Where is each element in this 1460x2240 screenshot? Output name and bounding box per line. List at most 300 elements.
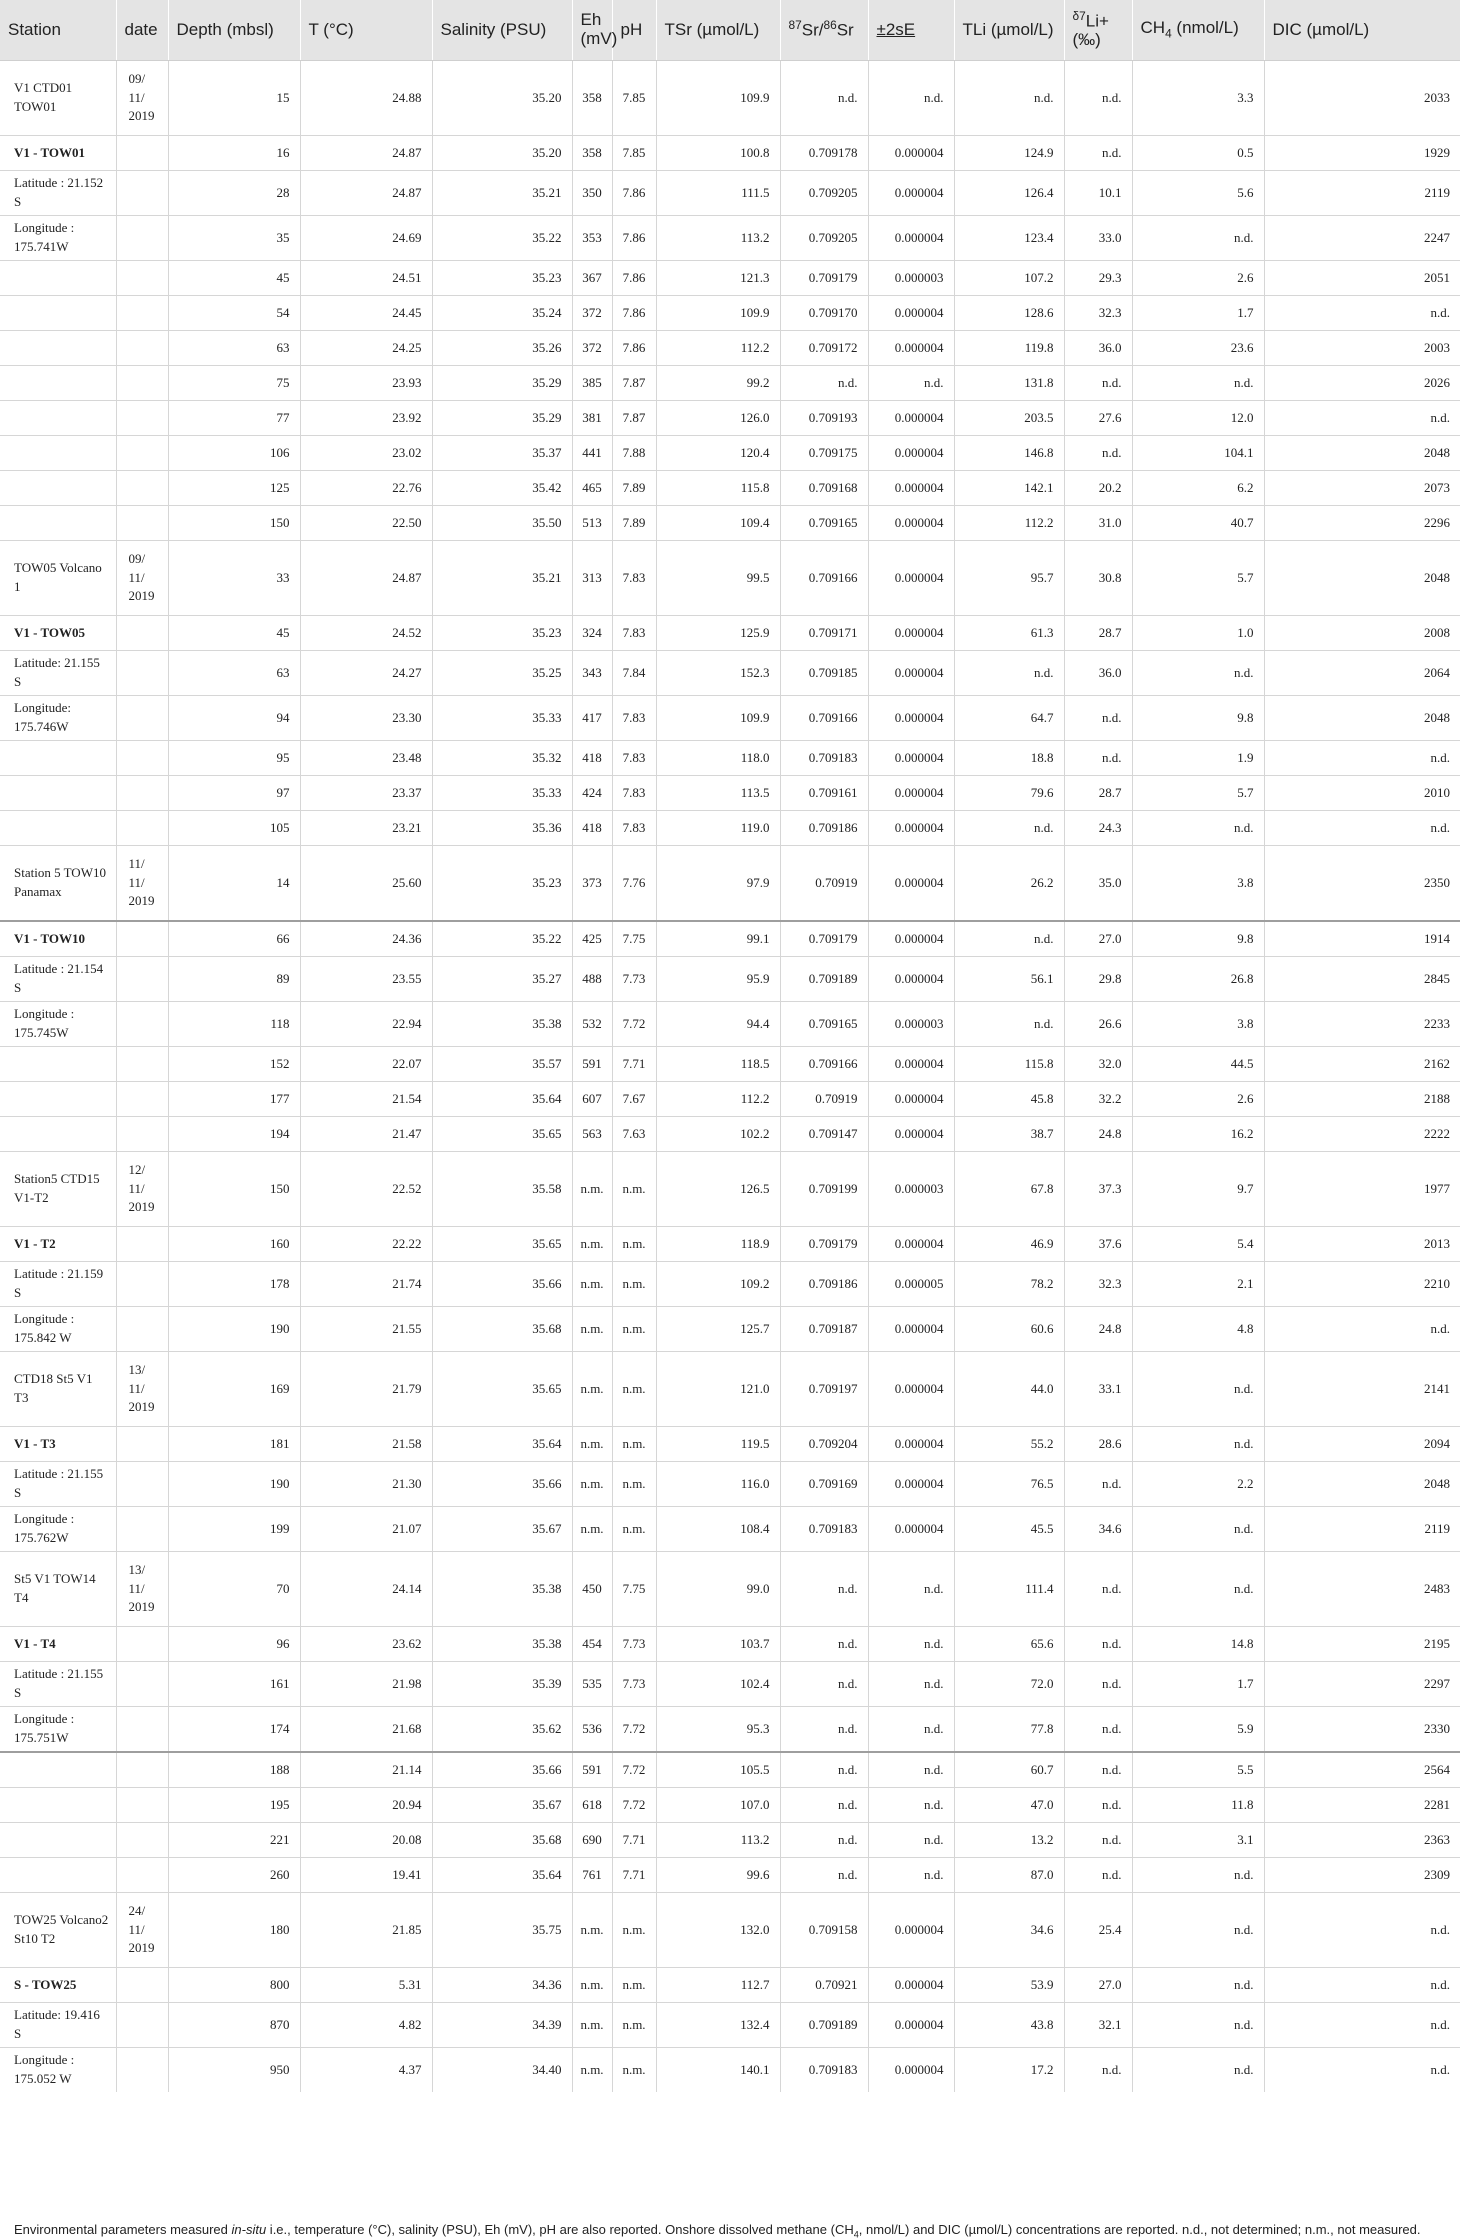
cell-eh: n.m. (572, 2048, 612, 2093)
cell-eh: 418 (572, 741, 612, 776)
cell-depth: 35 (168, 216, 300, 261)
cell-dic: 2233 (1264, 1002, 1460, 1047)
col-header-tli: TLi (µmol/L) (954, 0, 1064, 61)
cell-ph: 7.83 (612, 741, 656, 776)
cell-station (0, 471, 116, 506)
cell-sr-ratio: 0.70919 (780, 1082, 868, 1117)
cell-salinity: 35.58 (432, 1152, 572, 1227)
table-row (0, 957, 1460, 1002)
cell-salinity: 35.65 (432, 1227, 572, 1262)
cell-tli: 60.7 (954, 1752, 1064, 1788)
cell-station (0, 506, 116, 541)
cell-station: V1 - TOW01 (0, 136, 116, 171)
cell-tsr: 100.8 (656, 136, 780, 171)
cell-temperature: 21.98 (300, 1662, 432, 1707)
cell-sr-ratio: 0.709161 (780, 776, 868, 811)
cell-tli: 79.6 (954, 776, 1064, 811)
table-row (0, 846, 1460, 922)
sr-ratio-sup-86: 86 (823, 18, 837, 33)
cell-d7li: 24.3 (1064, 811, 1132, 846)
cell-depth: 28 (168, 171, 300, 216)
cell-ch4: 104.1 (1132, 436, 1264, 471)
cell-dic: 2222 (1264, 1117, 1460, 1152)
cell-depth: 178 (168, 1262, 300, 1307)
cell-station (0, 1047, 116, 1082)
cell-date: 13/ 11/ 2019 (116, 1352, 168, 1427)
cell-station: Longitude : 175.745W (0, 1002, 116, 1047)
cell-eh: n.m. (572, 1968, 612, 2003)
cell-temperature: 24.88 (300, 61, 432, 136)
table-row (0, 331, 1460, 366)
cell-dic: 1977 (1264, 1152, 1460, 1227)
cell-tli: 53.9 (954, 1968, 1064, 2003)
cell-ch4: 9.8 (1132, 696, 1264, 741)
col-header-ch4 (1132, 0, 1264, 61)
cell-d7li: 10.1 (1064, 171, 1132, 216)
cell-tli: 76.5 (954, 1462, 1064, 1507)
cell-dic: 2064 (1264, 651, 1460, 696)
cell-tsr: 119.0 (656, 811, 780, 846)
cell-date (116, 331, 168, 366)
cell-date: 13/ 11/ 2019 (116, 1552, 168, 1627)
cell-ph: 7.63 (612, 1117, 656, 1152)
cell-tsr: 107.0 (656, 1788, 780, 1823)
cell-eh: 350 (572, 171, 612, 216)
cell-temperature: 24.87 (300, 171, 432, 216)
cell-two-se: 0.000004 (868, 1307, 954, 1352)
cell-tli: 128.6 (954, 296, 1064, 331)
cell-ch4: n.d. (1132, 1427, 1264, 1462)
cell-depth: 63 (168, 651, 300, 696)
cell-depth: 152 (168, 1047, 300, 1082)
cell-eh: n.m. (572, 1462, 612, 1507)
cell-ch4: 26.8 (1132, 957, 1264, 1002)
cell-dic: n.d. (1264, 296, 1460, 331)
cell-two-se: 0.000004 (868, 2048, 954, 2093)
table-row (0, 1082, 1460, 1117)
col-header-depth: Depth (mbsl) (168, 0, 300, 61)
cell-two-se: n.d. (868, 1662, 954, 1707)
cell-depth: 66 (168, 921, 300, 957)
cell-salinity: 35.64 (432, 1082, 572, 1117)
cell-dic: 2296 (1264, 506, 1460, 541)
cell-eh: 465 (572, 471, 612, 506)
cell-temperature: 24.69 (300, 216, 432, 261)
cell-station: Station5 CTD15 V1-T2 (0, 1152, 116, 1227)
cell-ch4: 5.7 (1132, 776, 1264, 811)
cell-d7li: n.d. (1064, 1662, 1132, 1707)
cell-date (116, 1227, 168, 1262)
cell-eh: 313 (572, 541, 612, 616)
cell-depth: 161 (168, 1662, 300, 1707)
cell-temperature: 23.02 (300, 436, 432, 471)
cell-date (116, 1823, 168, 1858)
d7li-sup-delta: δ (1072, 8, 1080, 23)
cell-date (116, 1462, 168, 1507)
cell-ch4: n.d. (1132, 1552, 1264, 1627)
cell-d7li: 33.0 (1064, 216, 1132, 261)
cell-dic: 2094 (1264, 1427, 1460, 1462)
cell-tli: 64.7 (954, 696, 1064, 741)
cell-ph: n.m. (612, 2048, 656, 2093)
cell-eh: n.m. (572, 1352, 612, 1427)
cell-tsr: 113.2 (656, 1823, 780, 1858)
cell-d7li: n.d. (1064, 136, 1132, 171)
cell-dic: n.d. (1264, 2048, 1460, 2093)
cell-dic: 2281 (1264, 1788, 1460, 1823)
cell-salinity: 35.67 (432, 1788, 572, 1823)
cell-ch4: 4.8 (1132, 1307, 1264, 1352)
cell-dic: 2297 (1264, 1662, 1460, 1707)
cell-two-se: 0.000004 (868, 846, 954, 922)
table-row (0, 1662, 1460, 1707)
cell-temperature: 24.25 (300, 331, 432, 366)
cell-date (116, 1752, 168, 1788)
cell-depth: 45 (168, 261, 300, 296)
cell-sr-ratio: n.d. (780, 1788, 868, 1823)
cell-station: Station 5 TOW10 Panamax (0, 846, 116, 922)
cell-eh: 372 (572, 296, 612, 331)
cell-ch4: 0.5 (1132, 136, 1264, 171)
cell-station: V1 - TOW10 (0, 921, 116, 957)
cell-d7li: 37.3 (1064, 1152, 1132, 1227)
cell-two-se: 0.000004 (868, 616, 954, 651)
cell-sr-ratio: 0.709171 (780, 616, 868, 651)
cell-temperature: 21.85 (300, 1893, 432, 1968)
cell-dic: 2119 (1264, 171, 1460, 216)
col-header-temperature: T (°C) (300, 0, 432, 61)
cell-dic: 2048 (1264, 436, 1460, 471)
cell-ch4: 2.6 (1132, 1082, 1264, 1117)
cell-tsr: 109.9 (656, 296, 780, 331)
cell-eh: 618 (572, 1788, 612, 1823)
cell-salinity: 35.67 (432, 1507, 572, 1552)
cell-date (116, 1047, 168, 1082)
cell-station (0, 811, 116, 846)
cell-date (116, 2048, 168, 2093)
cell-depth: 800 (168, 1968, 300, 2003)
cell-eh: 367 (572, 261, 612, 296)
cell-dic: 2162 (1264, 1047, 1460, 1082)
cell-dic: 2309 (1264, 1858, 1460, 1893)
cell-ph: 7.75 (612, 1552, 656, 1627)
cell-temperature: 21.30 (300, 1462, 432, 1507)
cell-ch4: 9.8 (1132, 921, 1264, 957)
cell-ch4: 3.3 (1132, 61, 1264, 136)
cell-two-se: 0.000004 (868, 541, 954, 616)
cell-ph: n.m. (612, 1507, 656, 1552)
cell-salinity: 35.29 (432, 366, 572, 401)
cell-ph: 7.72 (612, 1002, 656, 1047)
cell-date (116, 1662, 168, 1707)
cell-salinity: 35.27 (432, 957, 572, 1002)
cell-station: Longitude : 175.762W (0, 1507, 116, 1552)
cell-eh: n.m. (572, 1307, 612, 1352)
table-row (0, 1893, 1460, 1968)
cell-date (116, 261, 168, 296)
cell-temperature: 22.50 (300, 506, 432, 541)
cell-tli: 46.9 (954, 1227, 1064, 1262)
cell-temperature: 24.27 (300, 651, 432, 696)
cell-date (116, 1707, 168, 1753)
cell-tli: 77.8 (954, 1707, 1064, 1753)
cell-tli: 124.9 (954, 136, 1064, 171)
cell-d7li: n.d. (1064, 1707, 1132, 1753)
table-row (0, 541, 1460, 616)
cell-sr-ratio: 0.709158 (780, 1893, 868, 1968)
cell-d7li: 36.0 (1064, 651, 1132, 696)
cell-ph: 7.86 (612, 171, 656, 216)
table-row (0, 136, 1460, 171)
cell-sr-ratio: 0.709204 (780, 1427, 868, 1462)
cell-two-se: n.d. (868, 1823, 954, 1858)
cell-ph: 7.89 (612, 471, 656, 506)
table-row (0, 1507, 1460, 1552)
cell-sr-ratio: 0.709165 (780, 1002, 868, 1047)
cell-d7li: n.d. (1064, 696, 1132, 741)
cell-two-se: 0.000004 (868, 331, 954, 366)
cell-eh: 532 (572, 1002, 612, 1047)
cell-d7li: 36.0 (1064, 331, 1132, 366)
cell-depth: 95 (168, 741, 300, 776)
table-row (0, 1262, 1460, 1307)
cell-tli: 72.0 (954, 1662, 1064, 1707)
cell-d7li: 32.3 (1064, 296, 1132, 331)
cell-eh: n.m. (572, 1227, 612, 1262)
cell-station (0, 296, 116, 331)
cell-d7li: n.d. (1064, 1627, 1132, 1662)
cell-d7li: 28.6 (1064, 1427, 1132, 1462)
cell-tsr: 109.2 (656, 1262, 780, 1307)
cell-temperature: 23.48 (300, 741, 432, 776)
cell-tsr: 102.4 (656, 1662, 780, 1707)
cell-tli: n.d. (954, 61, 1064, 136)
cell-sr-ratio: 0.709193 (780, 401, 868, 436)
cell-station: CTD18 St5 V1 T3 (0, 1352, 116, 1427)
table-row (0, 471, 1460, 506)
cell-temperature: 21.07 (300, 1507, 432, 1552)
cell-sr-ratio: n.d. (780, 61, 868, 136)
table-row (0, 1788, 1460, 1823)
cell-ch4: 2.1 (1132, 1262, 1264, 1307)
cell-eh: 591 (572, 1752, 612, 1788)
cell-temperature: 4.37 (300, 2048, 432, 2093)
cell-salinity: 35.68 (432, 1823, 572, 1858)
cell-station: S - TOW25 (0, 1968, 116, 2003)
cell-ch4: n.d. (1132, 2003, 1264, 2048)
cell-tli: 142.1 (954, 471, 1064, 506)
cell-ph: 7.72 (612, 1752, 656, 1788)
cell-two-se: 0.000003 (868, 1002, 954, 1047)
cell-tli: 47.0 (954, 1788, 1064, 1823)
table-row (0, 741, 1460, 776)
cell-depth: 33 (168, 541, 300, 616)
cell-salinity: 35.75 (432, 1893, 572, 1968)
cell-date (116, 1968, 168, 2003)
cell-ch4: 5.9 (1132, 1707, 1264, 1753)
cell-d7li: 32.0 (1064, 1047, 1132, 1082)
cell-ph: n.m. (612, 1893, 656, 1968)
cell-temperature: 21.58 (300, 1427, 432, 1462)
cell-eh: 417 (572, 696, 612, 741)
cell-two-se: 0.000003 (868, 261, 954, 296)
cell-date (116, 136, 168, 171)
cell-salinity: 35.50 (432, 506, 572, 541)
cell-station: V1 - T4 (0, 1627, 116, 1662)
cell-ch4: 12.0 (1132, 401, 1264, 436)
col-header-station: Station (0, 0, 116, 61)
cell-two-se: 0.000004 (868, 1462, 954, 1507)
cell-tsr: 119.5 (656, 1427, 780, 1462)
cell-tsr: 108.4 (656, 1507, 780, 1552)
cell-tli: 123.4 (954, 216, 1064, 261)
cell-depth: 94 (168, 696, 300, 741)
cell-d7li: 25.4 (1064, 1893, 1132, 1968)
cell-tli: 78.2 (954, 1262, 1064, 1307)
cell-salinity: 35.66 (432, 1262, 572, 1307)
cell-salinity: 35.25 (432, 651, 572, 696)
cell-eh: 761 (572, 1858, 612, 1893)
cell-eh: 418 (572, 811, 612, 846)
cell-ch4: n.d. (1132, 216, 1264, 261)
cell-eh: 591 (572, 1047, 612, 1082)
cell-ch4: 1.9 (1132, 741, 1264, 776)
cell-station: Longitude : 175.751W (0, 1707, 116, 1753)
cell-tli: 107.2 (954, 261, 1064, 296)
cell-salinity: 35.64 (432, 1858, 572, 1893)
cell-sr-ratio: 0.709183 (780, 1507, 868, 1552)
cell-tli: n.d. (954, 921, 1064, 957)
cell-two-se: 0.000004 (868, 776, 954, 811)
cell-salinity: 35.62 (432, 1707, 572, 1753)
cell-sr-ratio: 0.709183 (780, 2048, 868, 2093)
cell-ch4: n.d. (1132, 811, 1264, 846)
cell-date (116, 1858, 168, 1893)
cell-d7li: 31.0 (1064, 506, 1132, 541)
cell-date (116, 1002, 168, 1047)
cell-date (116, 401, 168, 436)
cell-tsr: 126.5 (656, 1152, 780, 1227)
cell-tsr: 99.1 (656, 921, 780, 957)
cell-station (0, 1858, 116, 1893)
cell-station: Latitude: 19.416 S (0, 2003, 116, 2048)
cell-ph: n.m. (612, 1352, 656, 1427)
table-row (0, 1352, 1460, 1427)
cell-eh: 441 (572, 436, 612, 471)
cell-temperature: 21.47 (300, 1117, 432, 1152)
cell-d7li: 35.0 (1064, 846, 1132, 922)
cell-dic: 2073 (1264, 471, 1460, 506)
cell-eh: 536 (572, 1707, 612, 1753)
cell-eh: n.m. (572, 1262, 612, 1307)
cell-station: Longitude : 175.842 W (0, 1307, 116, 1352)
cell-two-se: n.d. (868, 1552, 954, 1627)
cell-sr-ratio: 0.709189 (780, 957, 868, 1002)
cell-depth: 54 (168, 296, 300, 331)
cell-tsr: 132.0 (656, 1893, 780, 1968)
cell-eh: 488 (572, 957, 612, 1002)
table-row (0, 1858, 1460, 1893)
cell-eh: 563 (572, 1117, 612, 1152)
cell-tli: n.d. (954, 1002, 1064, 1047)
cell-salinity: 35.64 (432, 1427, 572, 1462)
cell-d7li: n.d. (1064, 741, 1132, 776)
cell-temperature: 23.55 (300, 957, 432, 1002)
cell-station: Longitude: 175.746W (0, 696, 116, 741)
cell-depth: 177 (168, 1082, 300, 1117)
cell-dic: 2033 (1264, 61, 1460, 136)
cell-salinity: 35.20 (432, 61, 572, 136)
cell-eh: 690 (572, 1823, 612, 1858)
cell-ph: 7.84 (612, 651, 656, 696)
cell-tsr: 125.7 (656, 1307, 780, 1352)
cell-d7li: n.d. (1064, 1752, 1132, 1788)
cell-two-se: 0.000004 (868, 216, 954, 261)
cell-eh: n.m. (572, 1427, 612, 1462)
cell-eh: 324 (572, 616, 612, 651)
cell-date (116, 1627, 168, 1662)
cell-two-se: n.d. (868, 1627, 954, 1662)
cell-ph: 7.71 (612, 1047, 656, 1082)
cell-depth: 75 (168, 366, 300, 401)
table-row (0, 1752, 1460, 1788)
cell-ph: 7.86 (612, 261, 656, 296)
cell-temperature: 24.45 (300, 296, 432, 331)
cell-salinity: 35.22 (432, 216, 572, 261)
cell-depth: 96 (168, 1627, 300, 1662)
cell-salinity: 35.36 (432, 811, 572, 846)
cell-station: Latitude : 21.152 S (0, 171, 116, 216)
cell-ph: 7.73 (612, 1662, 656, 1707)
cell-tli: 203.5 (954, 401, 1064, 436)
cell-dic: 2010 (1264, 776, 1460, 811)
cell-tli: 44.0 (954, 1352, 1064, 1427)
cell-eh: 343 (572, 651, 612, 696)
cell-ch4: n.d. (1132, 1893, 1264, 1968)
cell-dic: n.d. (1264, 1893, 1460, 1968)
cell-two-se: 0.000004 (868, 1507, 954, 1552)
cell-ch4: 6.2 (1132, 471, 1264, 506)
table-row (0, 811, 1460, 846)
cell-sr-ratio: n.d. (780, 1752, 868, 1788)
cell-tsr: 99.5 (656, 541, 780, 616)
cell-ph: 7.75 (612, 921, 656, 957)
cell-tli: n.d. (954, 811, 1064, 846)
cell-dic: 2013 (1264, 1227, 1460, 1262)
cell-d7li: n.d. (1064, 1462, 1132, 1507)
cell-tsr: 126.0 (656, 401, 780, 436)
cell-station (0, 261, 116, 296)
cell-sr-ratio: n.d. (780, 1707, 868, 1753)
cell-tli: 43.8 (954, 2003, 1064, 2048)
cell-ph: 7.85 (612, 136, 656, 171)
cell-depth: 106 (168, 436, 300, 471)
cell-salinity: 35.38 (432, 1627, 572, 1662)
cell-tli: 26.2 (954, 846, 1064, 922)
cell-tsr: 140.1 (656, 2048, 780, 2093)
cell-sr-ratio: 0.709189 (780, 2003, 868, 2048)
cell-station: TOW05 Volcano 1 (0, 541, 116, 616)
table-row (0, 1307, 1460, 1352)
cell-temperature: 21.14 (300, 1752, 432, 1788)
cell-tli: 17.2 (954, 2048, 1064, 2093)
cell-salinity: 35.39 (432, 1662, 572, 1707)
cell-station (0, 776, 116, 811)
cell-salinity: 35.23 (432, 261, 572, 296)
cell-temperature: 22.76 (300, 471, 432, 506)
cell-ph: 7.73 (612, 957, 656, 1002)
cell-two-se: 0.000004 (868, 171, 954, 216)
